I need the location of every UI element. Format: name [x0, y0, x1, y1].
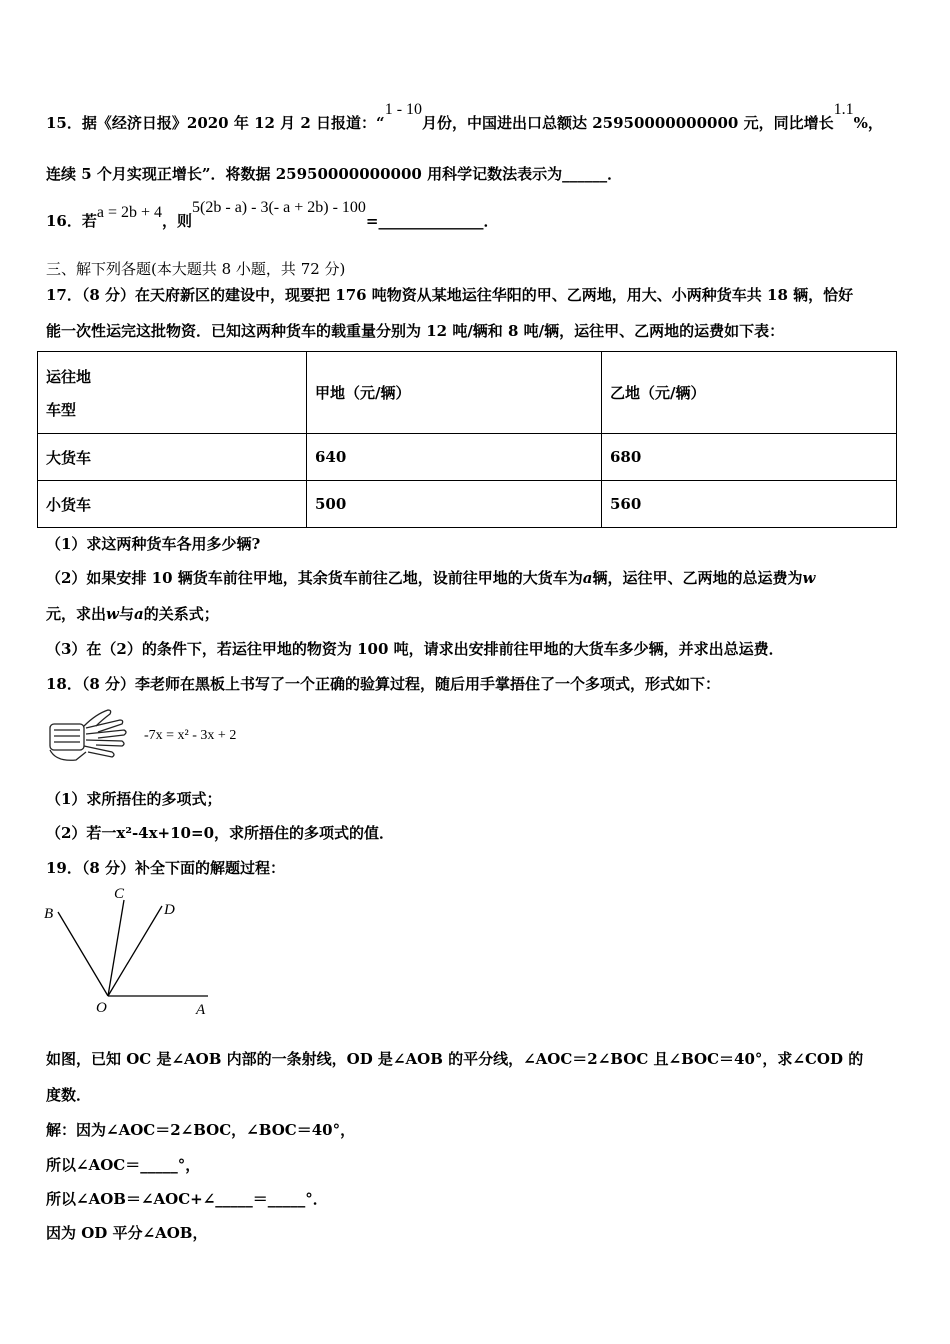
cell-large-yi: 680 [602, 434, 897, 481]
var-w: w [802, 569, 816, 587]
q18-line1: 18．（8 分）李老师在黑板上书写了一个正确的验算过程，随后用手掌捂住了一个多项式，形式如下： [46, 675, 721, 693]
angle-diagram [40, 882, 220, 1022]
q15-number: 15． [46, 114, 82, 132]
freight-cost-table [37, 351, 897, 528]
label-C: C [114, 886, 125, 902]
q17-sub2-d: 与 [118, 605, 134, 623]
table-row [38, 434, 897, 481]
corner-top-label: 运往地 [46, 367, 92, 386]
label-B: B [44, 906, 54, 922]
q16-then: ，则 [162, 212, 193, 230]
var-a-2: a [133, 605, 144, 623]
ray-OB [58, 912, 108, 996]
q17-sub2-line2 [46, 603, 219, 624]
q17-sub1: （1）求这两种货车各用多少辆? [46, 535, 261, 553]
label-A: A [196, 1002, 206, 1018]
q17-sub2-line1 [46, 567, 815, 588]
hand-icon [46, 704, 130, 766]
q19-desc1: 如图，已知 OC 是∠AOB 内部的一条射线，OD 是∠AOB 的平分线，∠AOC＝2∠BOC 且∠BOC＝40°，求∠COD 的 [46, 1050, 864, 1068]
q17-sub2-c: 元，求出 [46, 605, 107, 623]
label-D: D [164, 902, 175, 918]
q17-sub2-b: 辆，运往甲、乙两地的总运费为 [592, 569, 803, 587]
q15-growth: 1.1 [833, 101, 854, 118]
corner-bottom-label: 车型 [46, 400, 77, 419]
table-row [38, 481, 897, 528]
cell-small-jia: 500 [307, 481, 602, 528]
q16-tail: =______________． [365, 212, 499, 230]
q15-part1: 据《经济日报》2020 年 12 月 2 日报道：“ [81, 114, 385, 132]
q17-line2: 能一次性运完这批物资．已知这两种货车的载重量分别为 12 吨/辆和 8 吨/辆，运往甲、乙两地的运费如下表： [46, 322, 785, 340]
q19-sol1: 解：因为∠AOC＝2∠BOC，∠BOC＝40°， [46, 1121, 356, 1139]
q17-sub3: （3）在（2）的条件下，若运往甲地的物资为 100 吨，请求出安排前往甲地的大货车多少辆，并求出总运费． [46, 640, 784, 658]
q17-sub2-a: （2）如果安排 10 辆货车前往甲地，其余货车前往乙地，设前往甲地的大货车为 [46, 569, 583, 587]
q19-line1: 19．（8 分）补全下面的解题过程： [46, 859, 286, 877]
q16-line [46, 199, 499, 231]
q15-part3: %， [853, 114, 883, 132]
q16-condition: a = 2b + 4 [96, 204, 163, 221]
var-a: a [582, 569, 593, 587]
q15-part2: 月份，中国进出口总额达 25950000000000 元，同比增长 [422, 114, 834, 132]
cell-large-jia: 640 [307, 434, 602, 481]
q17-line1: 17．（8 分）在天府新区的建设中，现要把 176 吨物资从某地运往华阳的甲、乙两地，用大、小两种货车共 18 辆，恰好 [46, 286, 854, 304]
q16-number: 16．若 [46, 212, 97, 230]
label-O: O [96, 1000, 107, 1016]
table-header-row [38, 352, 897, 434]
table-corner-cell [38, 352, 307, 434]
q19-sol2: 所以∠AOC＝_____°， [46, 1156, 201, 1174]
q16-expression: 5(2b - a) - 3(- a + 2b) - 100 [192, 199, 366, 216]
q19-desc2: 度数． [46, 1086, 92, 1104]
q15-line2: 连续 5 个月实现正增长”．将数据 25950000000000 用科学记数法表示为______． [46, 165, 623, 183]
header-jia: 甲地（元/辆） [307, 352, 602, 434]
angle-figure [40, 882, 220, 1026]
cell-small-yi: 560 [602, 481, 897, 528]
q17-sub2-e: 的关系式； [143, 605, 219, 623]
row-label-large-truck: 大货车 [38, 434, 307, 481]
q15-month-expr: 1 - 10 [384, 101, 423, 118]
section3-heading: 三、解下列各题(本大题共 8 小题，共 72 分) [46, 260, 346, 278]
q19-sol4: 因为 OD 平分∠AOB， [46, 1224, 208, 1242]
q18-equation: -7x = x² - 3x + 2 [144, 728, 237, 743]
hand-covering-polynomial [46, 704, 130, 770]
q15-line1 [46, 101, 883, 133]
var-w-2: w [106, 605, 119, 623]
q18-sub2: （2）若一x²-4x+10=0，求所捂住的多项式的值． [46, 824, 395, 842]
row-label-small-truck: 小货车 [38, 481, 307, 528]
q18-sub1: （1）求所捂住的多项式； [46, 790, 222, 808]
header-yi: 乙地（元/辆） [602, 352, 897, 434]
q19-sol3: 所以∠AOB＝∠AOC+∠_____＝_____°． [46, 1190, 328, 1208]
